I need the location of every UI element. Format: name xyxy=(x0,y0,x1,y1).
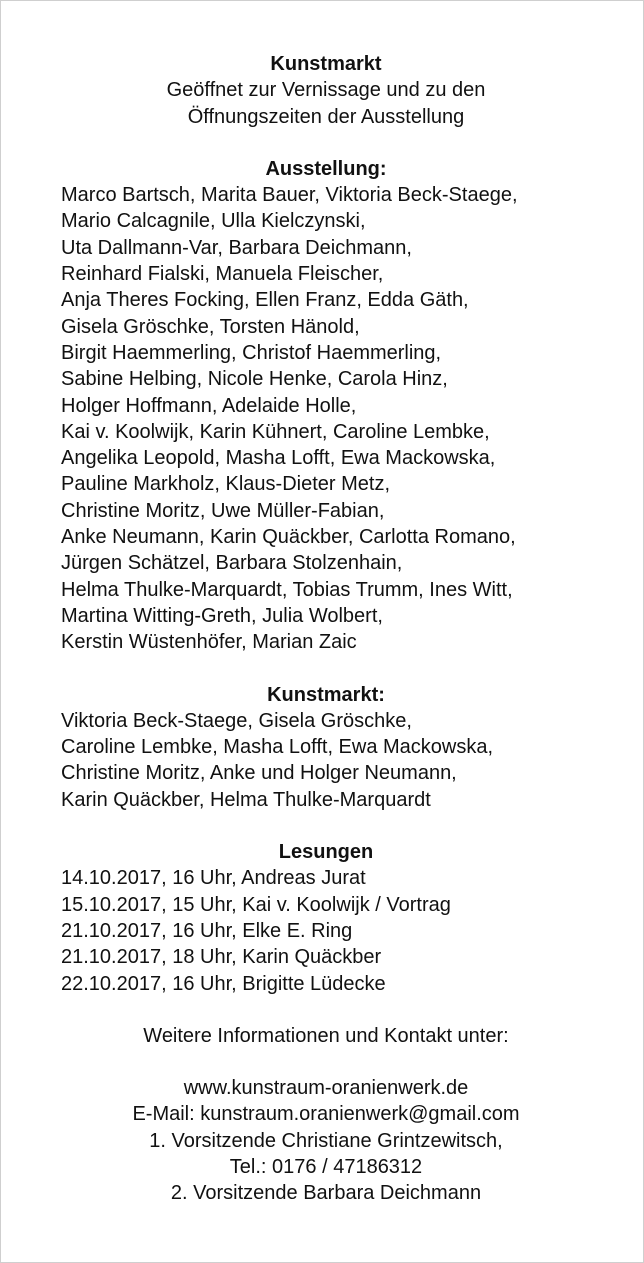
phone-number: Tel.: 0176 / 47186312 xyxy=(229,1155,423,1178)
artist-line: Sabine Helbing, Nicole Henke, Carola Hinz, xyxy=(61,368,448,391)
contact-intro: Weitere Informationen und Kontakt unter: xyxy=(143,1024,509,1047)
artist-line: Angelika Leopold, Masha Lofft, Ewa Mackowska, xyxy=(61,447,496,470)
artist-line: Mario Calcagnile, Ulla Kielczynski, xyxy=(61,210,366,233)
artist-line: Anja Theres Focking, Ellen Franz, Edda Gäth, xyxy=(61,289,469,312)
website-link[interactable]: www.kunstraum-oranienwerk.de xyxy=(183,1077,469,1100)
lesung-item: 22.10.2017, 16 Uhr, Brigitte Lüdecke xyxy=(61,972,386,995)
ausstellung-heading: Ausstellung: xyxy=(265,157,387,180)
artist-line: Birgit Haemmerling, Christof Haemmerling, xyxy=(61,341,442,364)
artist-line: Martina Witting-Greth, Julia Wolbert, xyxy=(61,604,383,627)
artist-line: Gisela Gröschke, Torsten Hänold, xyxy=(61,315,360,338)
artist-line: Christine Moritz, Uwe Müller-Fabian, xyxy=(61,499,385,522)
lesungen-list xyxy=(61,865,591,996)
artist-line: Reinhard Fialski, Manuela Fleischer, xyxy=(61,263,384,286)
kunstmarkt-line: Caroline Lembke, Masha Lofft, Ewa Mackowska, xyxy=(61,736,494,759)
lesungen-heading: Lesungen xyxy=(278,841,374,864)
artist-line: Kerstin Wüstenhöfer, Marian Zaic xyxy=(61,631,357,654)
chair-2: 2. Vorsitzende Barbara Deichmann xyxy=(170,1182,482,1205)
lesung-item: 15.10.2017, 15 Uhr, Kai v. Koolwijk / Vortrag xyxy=(61,893,451,916)
kunstmarkt-line: Christine Moritz, Anke und Holger Neumann, xyxy=(61,762,457,785)
chair-1: 1. Vorsitzende Christiane Grintzewitsch, xyxy=(149,1129,503,1152)
artist-line: Kai v. Koolwijk, Karin Kühnert, Caroline Lembke, xyxy=(61,420,490,443)
ausstellung-artist-list xyxy=(61,182,591,655)
artist-line: Anke Neumann, Karin Quäckber, Carlotta Romano, xyxy=(61,526,516,549)
artist-line: Jürgen Schätzel, Barbara Stolzenhain, xyxy=(61,552,403,575)
kunstmarkt-line: Viktoria Beck-Staege, Gisela Gröschke, xyxy=(61,709,412,732)
kunstmarkt-heading: Kunstmarkt xyxy=(270,53,382,75)
artist-line: Pauline Markholz, Klaus-Dieter Metz, xyxy=(61,473,391,496)
opening-line-2: Öffnungszeiten der Ausstellung xyxy=(187,105,465,128)
kunstmarkt-line: Karin Quäckber, Helma Thulke-Marquardt xyxy=(61,788,431,811)
artist-line: Holger Hoffmann, Adelaide Holle, xyxy=(61,394,357,417)
kunstmarkt-artists-heading: Kunstmarkt: xyxy=(267,683,385,706)
opening-line-1: Geöffnet zur Vernissage und zu den xyxy=(166,79,486,102)
artist-line: Helma Thulke-Marquardt, Tobias Trumm, Ines Witt, xyxy=(61,578,513,601)
lesung-item: 21.10.2017, 18 Uhr, Karin Quäckber xyxy=(61,946,382,969)
email-link[interactable]: E-Mail: kunstraum.oranienwerk@gmail.com xyxy=(132,1103,520,1126)
lesung-item: 21.10.2017, 16 Uhr, Elke E. Ring xyxy=(61,919,353,942)
artist-line: Marco Bartsch, Marita Bauer, Viktoria Beck-Staege, xyxy=(61,184,518,207)
flyer-content xyxy=(61,51,591,1207)
kunstmarkt-artist-list xyxy=(61,708,591,813)
lesung-item: 14.10.2017, 16 Uhr, Andreas Jurat xyxy=(61,867,366,890)
artist-line: Uta Dallmann-Var, Barbara Deichmann, xyxy=(61,236,412,259)
